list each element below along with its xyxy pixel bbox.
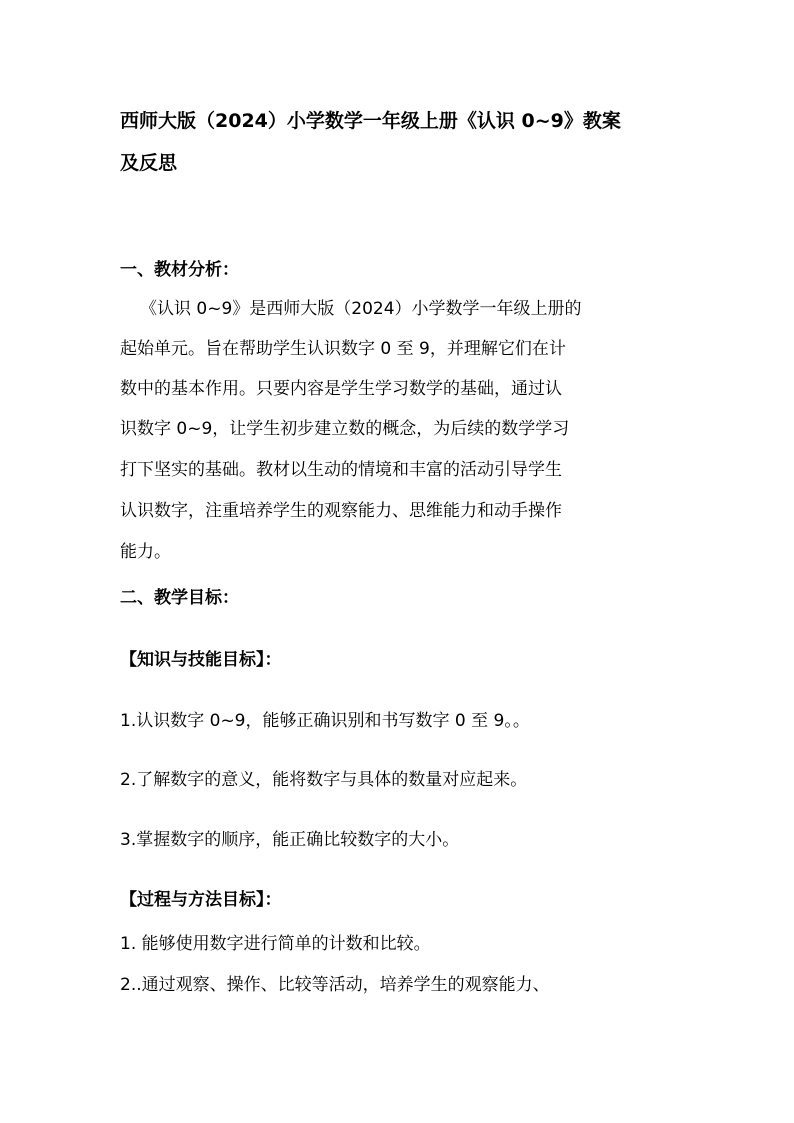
paragraph-line: 打下坚实的基础。教材以生动的情境和丰富的活动引导学生 [120,460,562,480]
subheading-process-methods: 【过程与方法目标】： [120,890,282,910]
paragraph-line: 数中的基本作用。只要内容是学生学习数学的基础，通过认 [120,379,562,399]
objective-item: 2..通过观察、操作、比较等活动，培养学生的观察能力、 [120,975,550,995]
objective-item: 3.掌握数字的顺序，能正确比较数字的大小。 [120,830,460,850]
objective-item: 1. 能够使用数字进行简单的计数和比较。 [120,934,431,954]
objective-item: 2.了解数字的意义，能将数字与具体的数量对应起来。 [120,770,528,790]
paragraph-line: 起始单元。旨在帮助学生认识数字 0 至 9，并理解它们在计 [120,339,566,359]
objective-item: 1.认识数字 0~9，能够正确识别和书写数字 0 至 9。。 [120,711,530,731]
document-title-line-1: 西师大版（2024）小学数学一年级上册《认识 0~9》教案 [120,110,621,132]
document-title-line-2: 及反思 [120,152,178,174]
paragraph-line: 能力。 [120,542,171,562]
paragraph-line: 识数字 0~9，让学生初步建立数的概念，为后续的数学学习 [120,419,570,439]
subheading-knowledge-skills: 【知识与技能目标】： [120,650,282,670]
paragraph-line: 《认识 0~9》是西师大版（2024）小学数学一年级上册的 [140,299,582,319]
section-heading-textbook-analysis: 一、教材分析： [120,260,239,280]
paragraph-line: 认识数字，注重培养学生的观察能力、思维能力和动手操作 [120,501,562,521]
section-heading-teaching-objectives: 二、教学目标： [120,588,239,608]
